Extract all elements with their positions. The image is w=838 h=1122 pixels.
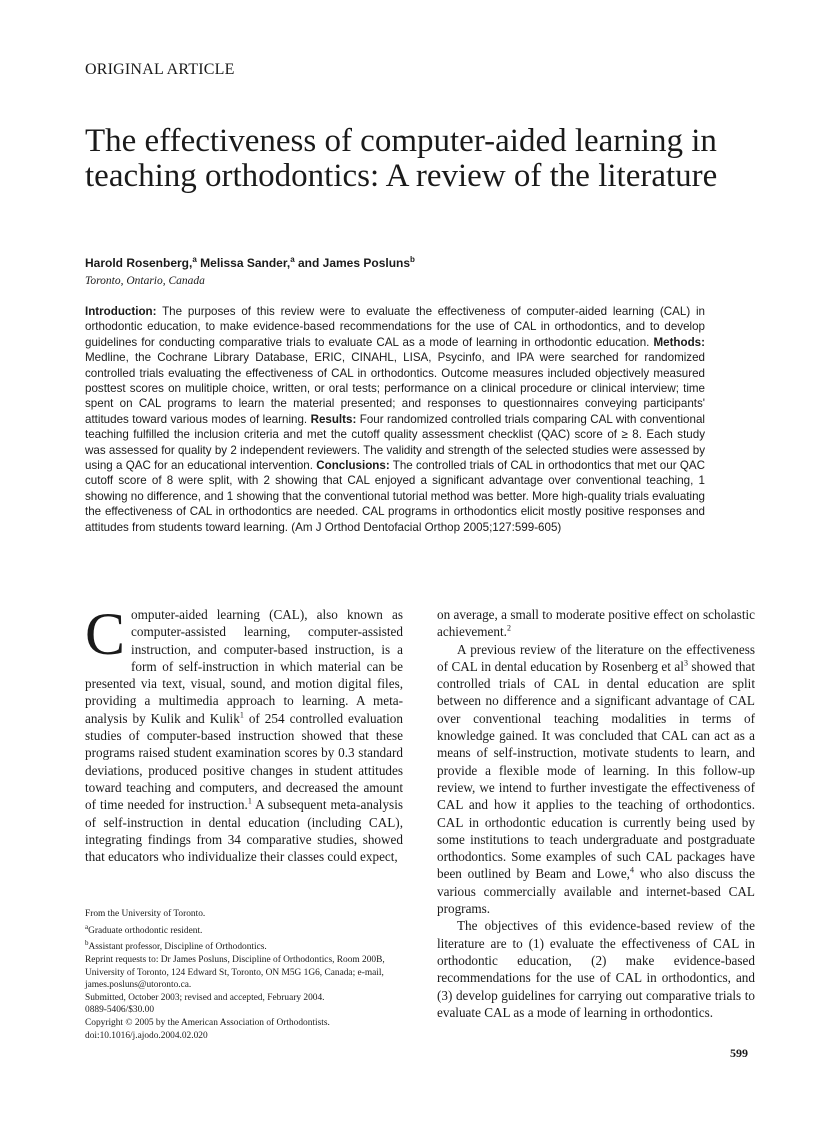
body-paragraph (85, 601, 403, 865)
body-paragraph (437, 917, 755, 1021)
footnote-doi[interactable]: doi:10.1016/j.ajodo.2004.02.020 (85, 1030, 208, 1041)
article-title: The effectiveness of computer-aided learning in teaching orthodontics: A review of the literature (85, 123, 718, 194)
footnote-copyright: Copyright © 2005 by the American Association of Orthodontists. (85, 1018, 330, 1028)
abstract-results-label: Results: (310, 412, 357, 426)
footnote-affiliation: From the University of Toronto. (85, 909, 206, 919)
footnote-reprint: Reprint requests to: Dr James Posluns, Discipline of Orthodontics, Room 200B, (85, 955, 385, 966)
footnote-mark: b (85, 939, 89, 948)
abstract-methods-text: Medline, the Cochrane Library Database, ERIC, CINAHL, LISA, Psycinfo, and IPA were searched for randomized controlled trials evaluating the effectiveness of CAL in orthodontics. Outcome measures included objectively measured posttest scores on mulitiple choice, written, or oral tests; performance on a clinical procedure or clinical interview; time spent on CAL programs to learn the material presented; and responses to questionnaires conveying participants' attitudes toward various modes of learning. (85, 351, 705, 426)
reference-mark: 1 (239, 710, 244, 720)
reference-mark: 4 (629, 866, 634, 876)
footnote-mark: a (85, 922, 89, 931)
footnote-a (85, 921, 407, 938)
journal-citation: (Am J Orthod Dentofacial Orthop 2005;127:599-605) (291, 520, 562, 534)
abstract-conclusions-label: Conclusions: (316, 459, 390, 473)
abstract-intro-label: Introduction: (85, 305, 157, 318)
footnote-b (85, 937, 407, 954)
body-column-right (437, 606, 755, 1021)
reference-mark: 1 (247, 796, 252, 806)
affiliation-mark: a (290, 255, 295, 264)
reference-mark: 2 (506, 623, 511, 633)
body-text: on average, a small to moderate positive effect on scholastic achievement. (437, 607, 755, 640)
affiliation-mark: a (192, 255, 197, 264)
drop-cap: C (85, 601, 126, 667)
body-text: A subsequent meta-analysis of self-instruction in dental education (including CAL), integrating findings from 34 comparative studies, showed that educators who individualize their classes could expect, (85, 797, 403, 865)
page-number: 599 (730, 1046, 748, 1060)
body-paragraph (437, 606, 755, 641)
body-text: of 254 controlled evaluation studies of computer-based instruction showed that these programs raised student examination scores by 0.3 standard deviations, produced positive changes in student attitudes toward teaching and computers, and decreased the amount of time needed for instruction. (85, 710, 403, 813)
author-name: Harold Rosenberg, (85, 256, 193, 270)
abstract-intro-text: The purposes of this review were to evaluate the effectiveness of computer-aided learning (CAL) in orthodontic education, to make evidence-based recommendations for the use of CAL in orthodontics, and to develop guidelines for conducting comparative trials to evaluate CAL as a mode of learning in orthodontic education. (85, 305, 705, 349)
author-name: Melissa Sander, (196, 256, 291, 270)
reference-mark: 3 (683, 658, 688, 668)
author-list (85, 255, 415, 270)
affiliation-mark: b (410, 255, 415, 264)
footnote-reprint: University of Toronto, 124 Edward St, Toronto, ON M5G 1G6, Canada; e-mail, (85, 967, 384, 978)
footnotes (85, 908, 407, 1042)
body-paragraph (437, 641, 755, 918)
author-location: Toronto, Ontario, Canada (85, 275, 205, 287)
section-label: ORIGINAL ARTICLE (85, 61, 235, 78)
abstract (85, 304, 705, 535)
body-text: showed that controlled trials of CAL in dental education are split between no difference and a significant advantage of CAL over conventional teaching modalities in terms of knowledge gained. It was concluded that CAL can act as a means of self-instruction, motivate students to learn, and provide a flexible mode of learning. In this follow-up review, we intend to further investigate the effectiveness of CAL and how it applies to the teaching of orthodontics. CAL in orthodontic education is currently being used by some institutions to teach undergraduate and postgraduate orthodontics. Some examples of such CAL packages have been outlined by Beam and Lowe, (437, 658, 755, 882)
footnote-text: Assistant professor, Discipline of Orthodontics. (88, 942, 267, 953)
footnote-email[interactable]: james.posluns@utoronto.ca. (85, 980, 192, 991)
body-text: who also discuss the various commercially available and internet-based CAL programs. (437, 866, 755, 917)
footnote-text: Graduate orthodontic resident. (88, 925, 203, 936)
footnote-issn: 0889-5406/$30.00 (85, 1005, 155, 1016)
author-name: and James Posluns (294, 256, 411, 270)
abstract-methods-label: Methods: (653, 335, 705, 349)
body-column-left (85, 601, 403, 865)
abstract-results-text: Four randomized controlled trials comparing CAL with conventional teaching fulfilled the inclusion criteria and met the cutoff quality assessment checklist (QAC) score of ≥ 8. Each study was assessed for quality by 2 independent reviewers. The validity and strength of the selected studies were assessed by using a QAC for an educational intervention. (85, 412, 705, 473)
abstract-conclusions-text: The controlled trials of CAL in orthodontics that met our QAC cutoff score of 8 were split, with 2 showing that CAL enjoyed a significant advantage over conventional teaching, 1 showing no difference, and 1 showing that the conventional tutorial method was better. More high-quality trials evaluating the effectiveness of CAL in orthodontics are needed. CAL programs in orthodontics elicit mostly positive responses and attitudes from students toward learning. (85, 459, 705, 534)
body-text: The objectives of this evidence-based review of the literature are to (1) evaluate the effectiveness of CAL in orthodontic education, (2) make evidence-based recommendations for the use of CAL in orthodontics, and (3) develop guidelines for carrying out comparative trials to evaluate CAL as a mode of learning in orthodontics. (437, 918, 755, 1020)
body-text: omputer-aided learning (CAL), also known as computer-assisted learning, computer-assisted instruction, and computer-based instruction, is a form of self-instruction in which material can be presented via text, visual, sound, and motion digital files, providing a multimedia approach to learning. A meta-analysis by Kulik and Kulik (85, 607, 403, 726)
body-text: A previous review of the literature on the effectiveness of CAL in dental education by Rosenberg et al (437, 641, 755, 674)
footnote-submitted: Submitted, October 2003; revised and accepted, February 2004. (85, 992, 325, 1003)
